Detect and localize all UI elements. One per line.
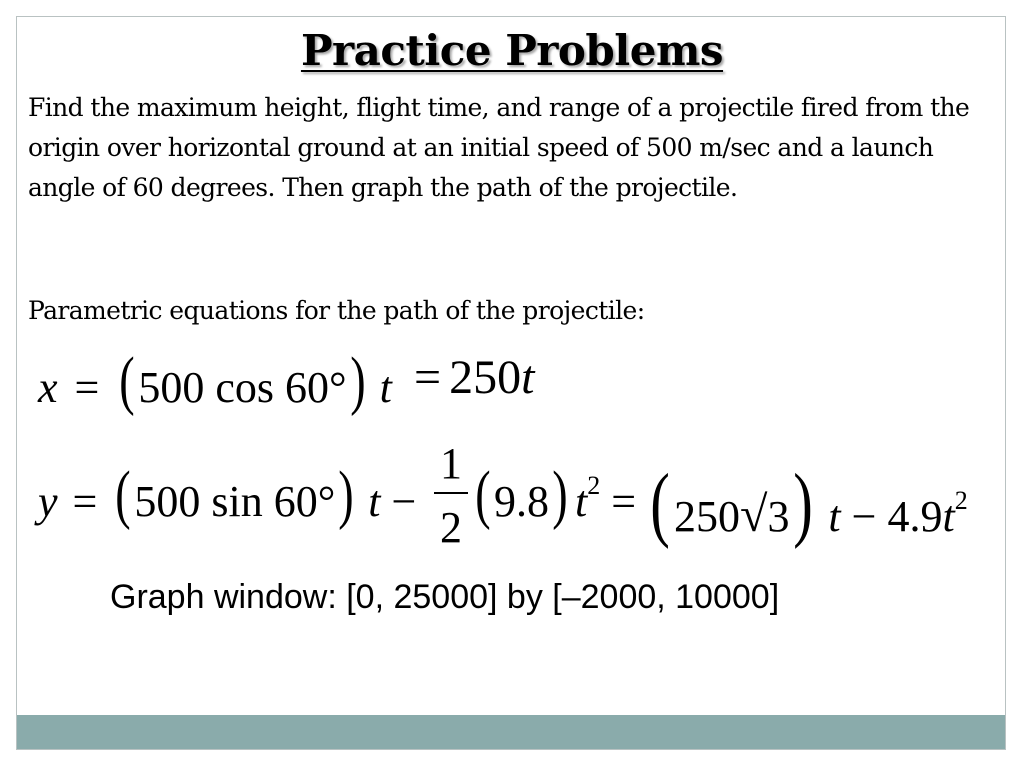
parametric-label: Parametric equations for the path of the projectile: — [28, 296, 645, 325]
eq-y-t2-exp: 2 — [587, 471, 601, 500]
eq-y-rparen: ) — [338, 458, 354, 531]
eq-x-result-t: t — [521, 351, 535, 404]
footer-bar — [17, 715, 1005, 749]
problem-statement: Find the maximum height, flight time, and range of a projectile fired from the origin over horizontal ground at an initial speed of 500 m/sec and a launch angle of 60 degrees. Then graph the path of the projectile. — [28, 93, 970, 202]
eq-y-g: 9.8 — [493, 477, 549, 526]
eq-y-r-lparen: ( — [650, 457, 670, 550]
eq-x-result-equals: = — [414, 351, 442, 404]
eq-y-r-exp: 2 — [954, 486, 968, 515]
eq-y-r-t2: t — [942, 492, 955, 541]
eq-x-equals: = — [74, 363, 100, 412]
equation-y-result — [646, 457, 968, 550]
eq-y-g-lparen: ( — [475, 458, 491, 531]
equation-y-gravity — [472, 458, 637, 531]
fraction-bar — [434, 492, 468, 494]
eq-y-r-t: t — [828, 492, 841, 541]
eq-x-result-num: 250 — [449, 351, 522, 404]
eq-y-r-radical: √ — [739, 486, 768, 542]
eq-y-var: y — [38, 477, 58, 526]
eq-x-lparen: ( — [119, 344, 136, 417]
eq-y-angle: 60° — [273, 477, 336, 526]
eq-y-r-coef2: 4.9 — [887, 492, 943, 541]
eq-y-r-radicand: 3 — [767, 492, 790, 541]
equation-x — [38, 344, 392, 417]
fraction-denominator: 2 — [440, 503, 462, 552]
eq-y-fn: sin — [211, 477, 263, 526]
eq-y-equals2: = — [611, 477, 637, 526]
eq-x-angle: 60° — [285, 363, 347, 412]
eq-y-r-coef: 250 — [673, 492, 740, 541]
eq-y-minus: − — [391, 477, 417, 526]
graph-window-text: Graph window: [0, 25000] by [–2000, 10000] — [110, 578, 780, 616]
slide-title: Practice Problems — [300, 26, 724, 75]
eq-x-coef: 500 — [138, 363, 205, 412]
eq-x-fn: cos — [215, 363, 274, 412]
eq-y-g-rparen: ) — [552, 458, 568, 531]
eq-y-equals: = — [72, 477, 98, 526]
eq-y-t2: t — [574, 477, 588, 526]
eq-y-coef: 500 — [134, 477, 201, 526]
eq-y-lparen: ( — [115, 458, 132, 531]
eq-x-var: x — [38, 363, 58, 412]
equation-y — [38, 458, 417, 531]
eq-x-t: t — [379, 363, 392, 412]
eq-y-r-rparen: ) — [793, 457, 814, 550]
eq-y-t: t — [368, 477, 381, 526]
equation-x-result — [414, 351, 535, 404]
eq-y-r-minus: − — [851, 492, 877, 541]
eq-x-rparen: ) — [349, 344, 366, 417]
fraction-numerator: 1 — [440, 439, 462, 488]
